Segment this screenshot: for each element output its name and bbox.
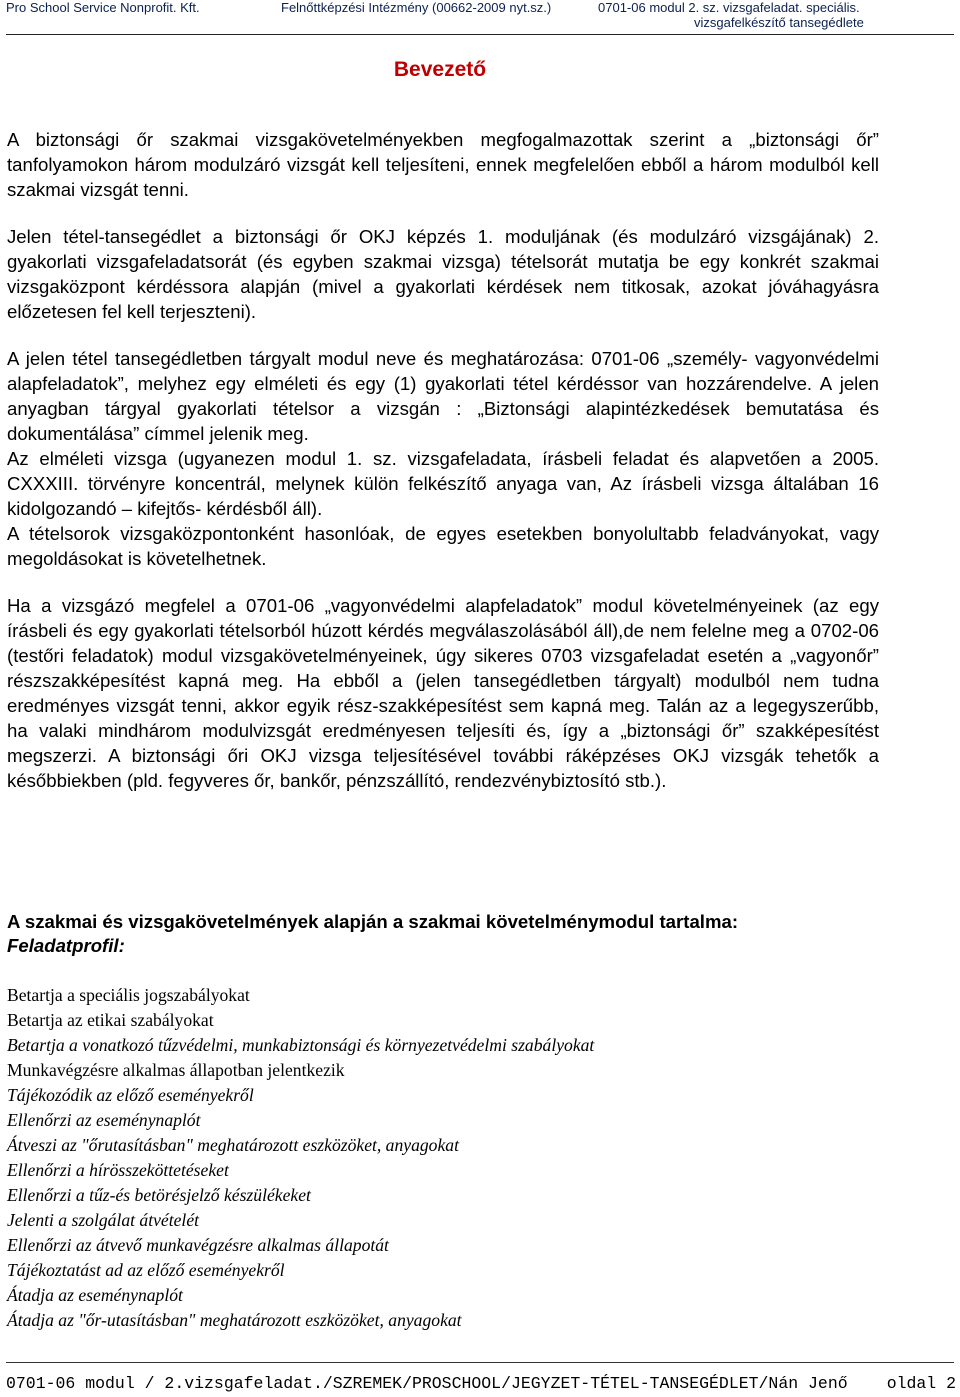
task-list-item: Tájékozódik az előző eseményekről: [7, 1085, 254, 1105]
footer-divider: [6, 1362, 954, 1363]
body-text: [7, 127, 879, 793]
task-list-item: Tájékoztatást ad az előző eseményekről: [7, 1260, 285, 1280]
task-list-item: Betartja a vonatkozó tűzvédelmi, munkabiztonsági és környezetvédelmi szabályokat: [7, 1035, 595, 1055]
page-number: oldal 2: [886, 1374, 956, 1393]
section-heading: A szakmai és vizsgakövetelmények alapján a szakmai követelménymodul tartalma:: [7, 911, 739, 932]
task-list-item: Betartja a speciális jogszabályokat: [7, 985, 250, 1005]
task-list-item: Munkavégzésre alkalmas állapotban jelentkezik: [7, 1060, 345, 1080]
paragraph: Ha a vizsgázó megfelel a 0701-06 „vagyonvédelmi alapfeladatok” modul követelményeinek (az egy írásbeli és egy gyakorlati tételsorból húzott kérdés megválaszolásából áll),de nem felelne meg a 0702-06 (testőri feladatok) modul vizsgakövetelményeinek, úgy sikeres 0703 vizsgafeladat esetén a „vagyonőr” részszakképesítést kapná meg. Ha ebből a (jelen tansegédletben tárgyalt) modulból nem tudna eredményes vizsgát tenni, akkor egyik rész-szakképesítést sem kapná meg. Talán az a legegyszerűbb, ha valaki mindhárom modulvizsgát eredményesen teljesíti és, így a „biztonsági őr” szakképesítést megszerzi. A biztonsági őri OKJ vizsga teljesítésével további ráképzéses OKJ vizsgák tehetők a későbbiekben (pld. fegyveres őr, bankőr, pénzszállító, rendezvénybiztosító stb.).: [7, 595, 879, 791]
page-title: Bevezető: [393, 58, 487, 81]
header-subtitle: vizsgafelkészítő tansegédlete: [694, 15, 864, 30]
header-module: 0701-06 modul 2. sz. vizsgafeladat. speciális.: [598, 0, 860, 15]
task-list-item: Átadja az eseménynaplót: [7, 1285, 183, 1305]
task-list-item: Ellenőrzi az eseménynaplót: [7, 1110, 201, 1130]
paragraph: A biztonsági őr szakmai vizsgakövetelményekben megfogalmazottak szerint a „biztonsági őr” tanfolyamokon három modulzáró vizsgát kell teljesíteni, ennek megfelelően ebből a három modulból kell szakmai vizsgát tenni.: [7, 129, 879, 200]
paragraph: Az elméleti vizsga (ugyanezen modul 1. sz. vizsgafeladata, írásbeli feladat és alapvetően a 2005. CXXXIII. törvényre koncentrál, melynek külön felkészítő anyaga van, Az írásbeli vizsga általában 16 kidolgozandó – kifejtős- kérdésből áll).: [7, 448, 879, 519]
section-heading-block: [7, 910, 947, 958]
header-divider: [6, 34, 954, 35]
header-institution: Felnőttképzési Intézmény (00662-2009 nyt.sz.): [281, 0, 552, 15]
paragraph: A jelen tétel tansegédletben tárgyalt modul neve és meghatározása: 0701-06 „személy- vagyonvédelmi alapfeladatok”, melyhez egy elméleti és egy (1) gyakorlati tétel kérdéssor van hozzárendelve. A jelen anyagban tárgyal gyakorlati tételsor a vizsgán : „Biztonsági alapintézkedések bemutatása és dokumentálása” címmel jelenik meg.: [7, 348, 879, 444]
task-list-item: Átveszi az "őrutasításban" meghatározott eszközöket, anyagokat: [7, 1135, 459, 1155]
page-footer: [6, 1373, 956, 1395]
footer-path: 0701-06 modul / 2.vizsgafeladat./SZREMEK/PROSCHOOL/JEGYZET-TÉTEL-TANSEGÉDLET/Nán Jenő: [6, 1374, 848, 1393]
task-list: [7, 983, 907, 1333]
header-org: Pro School Service Nonprofit. Kft.: [6, 0, 200, 15]
task-list-item: Ellenőrzi az átvevő munkavégzésre alkalmas állapotát: [7, 1235, 389, 1255]
paragraph: A tételsorok vizsgaközpontonként hasonlóak, de egyes esetekben bonyolultabb feladványokat, vagy megoldásokat is követelhetnek.: [7, 523, 879, 569]
task-list-item: Jelenti a szolgálat átvételét: [7, 1210, 200, 1230]
task-list-item: Átadja az "őr-utasításban" meghatározott eszközöket, anyagokat: [7, 1310, 462, 1330]
section-subheading: Feladatprofil:: [7, 935, 125, 956]
task-list-item: Betartja az etikai szabályokat: [7, 1010, 214, 1030]
paragraph: Jelen tétel-tansegédlet a biztonsági őr OKJ képzés 1. moduljának (és modulzáró vizsgájának) 2. gyakorlati vizsgafeladatsorát (és egyben szakmai vizsga) tételsorát mutatja be egy konkrét szakmai vizsgaközpont kérdéssora alapján (mivel a gyakorlati kérdések nem titkosak, azokat jóváhagyásra előzetesen fel kell terjeszteni).: [7, 226, 879, 322]
task-list-item: Ellenőrzi a hírösszeköttetéseket: [7, 1160, 229, 1180]
page-header: [6, 0, 954, 34]
task-list-item: Ellenőrzi a tűz-és betörésjelző készülékeket: [7, 1185, 311, 1205]
